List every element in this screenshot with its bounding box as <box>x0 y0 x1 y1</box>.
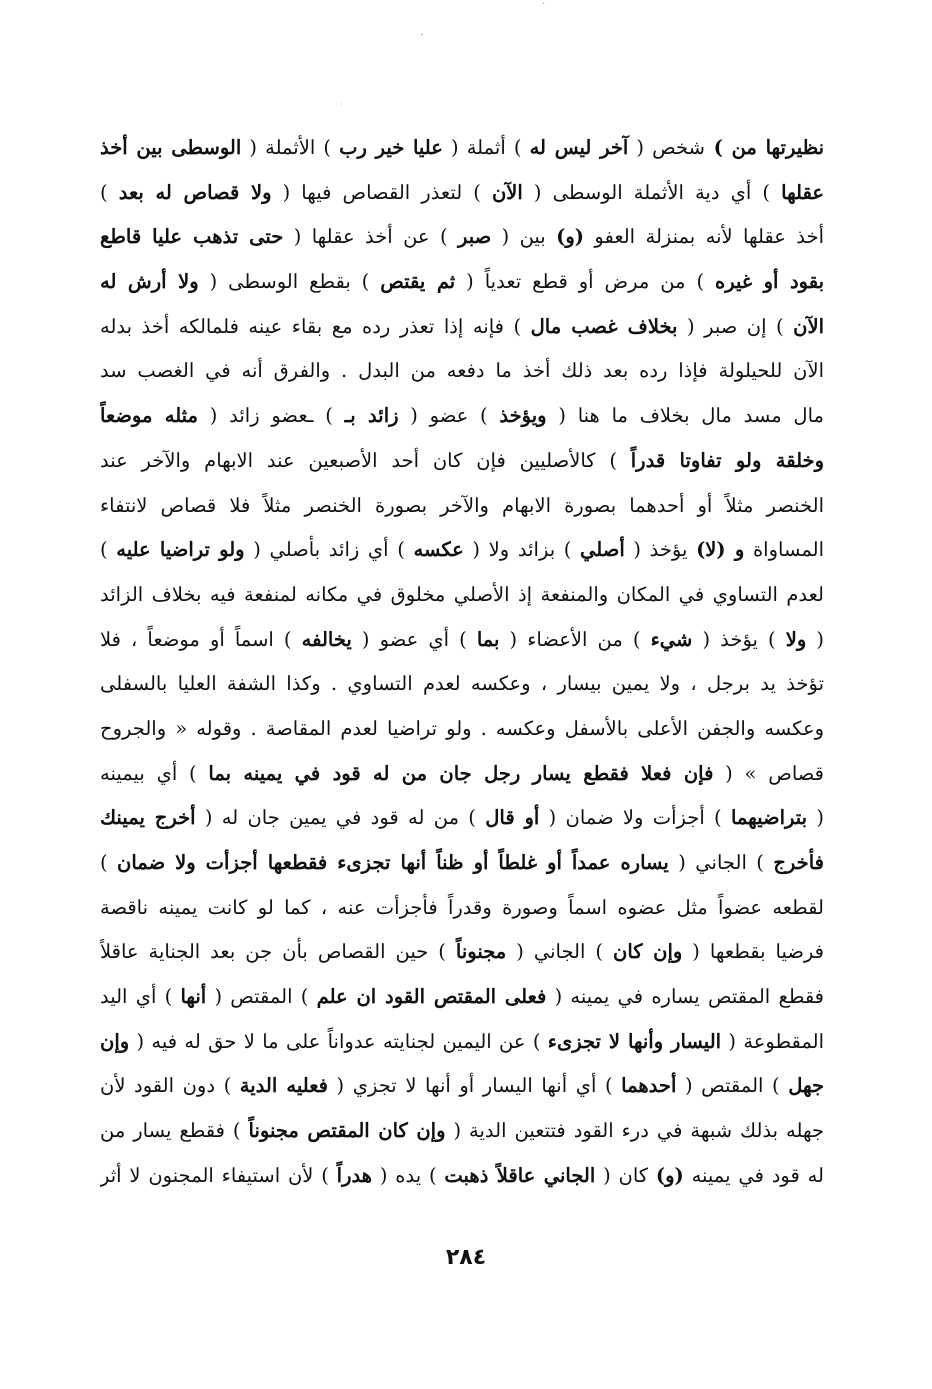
text-line <box>100 618 824 663</box>
scan-speck: · <box>340 100 343 109</box>
sharh-text: ) اسماً أو موضعاً ، فلا <box>100 627 302 651</box>
sharh-text: ) أي عضو ( <box>351 627 477 651</box>
sharh-text: ) ـعضو زائد ( <box>198 404 345 428</box>
sharh-text: فرضيا بقطعها ( <box>682 940 824 964</box>
matn-text: صبر <box>457 225 492 249</box>
sharh-text: ) لتعذر القصاص فيها ( <box>271 180 492 204</box>
sharh-text: ) يؤخذ ( <box>692 627 786 651</box>
sharh-text: ) لأن استيفاء المجنون لا أثر <box>100 1163 337 1187</box>
matn-text: نظيرتها من ) <box>704 136 824 159</box>
matn-text: الآن <box>793 314 824 338</box>
sharh-text: أخذ عقلها لأنه بمنزلة العفو <box>584 225 824 249</box>
text-line <box>100 930 824 975</box>
matn-text: اليسار وأنها لا تجزىء <box>547 1029 722 1053</box>
matn-text: فعليه الدية <box>239 1074 328 1098</box>
text-line <box>100 573 824 618</box>
matn-text: شيء <box>650 627 693 651</box>
matn-text: بتراضيهما <box>730 806 808 830</box>
sharh-text: ) بقطع الوسطى ( <box>198 270 381 294</box>
sharh-text: ) أجزأت ولا ضمان ( <box>539 806 731 830</box>
matn-text: (و) <box>556 225 584 249</box>
matn-text: حتى تذهب عليا قاطع <box>100 225 284 249</box>
text-line <box>100 171 824 216</box>
text-line <box>100 349 824 394</box>
sharh-text: فقطع المقتص يساره في يمينه ( <box>546 985 824 1009</box>
matn-text: الوسطى بين أخذ <box>100 136 242 159</box>
matn-text: الجاني عاقلاً ذهبت <box>444 1163 596 1187</box>
text-line <box>100 752 824 797</box>
sharh-text: ) الجاني ( <box>668 851 774 874</box>
sharh-text: ) بزائد ولا ( <box>463 538 581 562</box>
matn-text: وإن <box>100 1029 130 1053</box>
matn-text: فإن فعلا فقطع يسار رجل جان من له قود في يمينه بما <box>208 761 714 785</box>
matn-text: ثم يقتص <box>380 270 456 294</box>
sharh-text: ) دون القود لأن <box>100 1074 240 1098</box>
text-line <box>100 126 824 171</box>
sharh-text: وعكسه والجفن الأعلى بالأسفل وعكسه . ولو تراضيا لعدم المقاصة . وقوله « والجروح <box>100 716 824 740</box>
text-line <box>100 662 824 707</box>
text-line <box>100 841 824 886</box>
sharh-text: ) يده ( <box>372 1163 445 1187</box>
text-line <box>100 886 824 931</box>
sharh-text: ) أي أنها اليسار أو أنها لا تجزي ( <box>327 1074 622 1098</box>
sharh-text: مال مسد مال بخلاف ما هنا ( <box>546 404 824 428</box>
sharh-text: ) أي اليد <box>100 985 181 1009</box>
scan-speck: · <box>420 28 424 42</box>
matn-text: ولو تراضيا عليه <box>116 538 245 562</box>
matn-text: بقود أو غيره <box>715 270 824 294</box>
text-line <box>100 1154 824 1199</box>
text-line <box>100 439 824 484</box>
sharh-text: ) فإنه إذا تعذر رده مع بقاء عينه فلمالكه أخذ بدله <box>100 314 531 338</box>
matn-text: آخر ليس له <box>529 136 629 159</box>
sharh-text: ) إن صبر ( <box>677 314 794 338</box>
matn-text: عليا خير رب <box>339 136 443 159</box>
text-line <box>100 528 824 573</box>
sharh-text: بين ( <box>491 225 557 249</box>
sharh-text: ) الأثملة ( <box>241 136 340 159</box>
text-line <box>100 305 824 350</box>
sharh-text: ) المقتص ( <box>206 985 317 1009</box>
matn-text: يساره عمداً أو غلطاً أو ظناً أنها تجزىء فقطعها أجزأت ولا ضمان <box>117 851 669 874</box>
body-text <box>100 126 824 1199</box>
sharh-text: كان ( <box>595 1163 656 1187</box>
matn-text: بخلاف غصب مال <box>530 314 678 338</box>
sharh-text: ) الجاني ( <box>506 940 614 964</box>
matn-text: بما <box>476 627 500 651</box>
matn-text: الآن <box>491 180 523 204</box>
text-line <box>100 975 824 1020</box>
matn-text: فأخرج <box>773 851 824 874</box>
matn-text: أو قال <box>485 806 540 830</box>
sharh-text: شخص ( <box>628 136 705 159</box>
sharh-text: المساواة <box>744 538 824 562</box>
sharh-text: ) المقتص ( <box>676 1074 789 1098</box>
matn-text: ولا <box>785 627 807 651</box>
page-number: ٢٨٤ <box>445 1245 487 1270</box>
sharh-text: ) كالأصليين فإن كان أحد الأصبعين عند الابهام والآخر عند <box>100 448 631 472</box>
sharh-text: له قود في يمينه <box>683 1163 824 1187</box>
matn-text: مثله موضعاً <box>100 404 199 428</box>
matn-text: أحدهما <box>621 1074 677 1098</box>
sharh-text: ) عضو ( <box>398 404 500 428</box>
matn-text: جهل <box>788 1074 824 1098</box>
matn-text: فعلى المقتص القود ان علم <box>316 985 547 1009</box>
text-line <box>100 796 824 841</box>
text-line <box>100 260 824 305</box>
text-line <box>100 484 824 529</box>
matn-text: وإن كان المقتص مجنوناً <box>248 1119 446 1143</box>
matn-text: عقلها <box>781 180 824 204</box>
scan-speck: · <box>542 0 546 10</box>
sharh-text: تؤخذ يد برجل ، ولا يمين بيسار ، وعكسه لعدم التساوي . وكذا الشفة العليا بالسفلى <box>100 672 824 696</box>
matn-text: يخالفه <box>301 627 352 651</box>
matn-text: مجنوناً <box>455 940 507 964</box>
matn-text: (و) <box>655 1163 684 1187</box>
sharh-text: قصاص » ( <box>713 761 824 785</box>
matn-text: أخرج يمينك <box>100 806 196 830</box>
text-line <box>100 1109 824 1154</box>
sharh-text: ) <box>100 851 118 874</box>
sharh-text: ) من له قود في يمين جان له ( <box>195 806 486 830</box>
matn-text: هدراً <box>336 1163 373 1187</box>
sharh-text: ( <box>807 806 824 830</box>
sharh-text: يؤخذ ( <box>624 538 697 562</box>
sharh-text: لقطعه عضواً مثل عضوه اسماً وصورة وقدراً فأجزأت عنه ، كما لو كانت يمينه ناقصة <box>100 895 824 919</box>
sharh-text: ) عن أخذ عقلها ( <box>283 225 458 249</box>
sharh-text: لعدم التساوي في المكان والمنفعة إذ الأصلي مخلوق في مكانه لمنفعة فيه بخلاف الزائد <box>100 582 824 606</box>
sharh-text: ) <box>100 538 117 562</box>
sharh-text: ) أي بيمينه <box>100 761 209 785</box>
text-line <box>100 707 824 752</box>
matn-text: عكسه <box>413 538 464 562</box>
matn-text: ولا أرش له <box>100 270 199 294</box>
matn-text: وإن كان <box>613 940 683 964</box>
matn-text: وخلقة ولو تفاوتا قدراً <box>630 448 824 472</box>
sharh-text: ) أي دية الأثملة الوسطى ( <box>522 180 782 204</box>
sharh-text: ) عن اليمين لجنايته عدواناً على ما لا حق له فيه ( <box>129 1029 548 1053</box>
text-line <box>100 394 824 439</box>
matn-text: ولا قصاص له بعد <box>118 180 272 204</box>
sharh-text: المقطوعة ( <box>721 1029 824 1053</box>
sharh-text: ) <box>100 180 119 204</box>
sharh-text: الآن للحيلولة فإذا رده بعد ذلك أخذ ما دفعه من البدل . والفرق أنه في الغصب سد <box>100 359 824 383</box>
text-line <box>100 215 824 260</box>
sharh-text: ) حين القصاص بأن جن بعد الجناية عاقلاً <box>100 940 456 964</box>
sharh-text: ) من مرض أو قطع تعدياً ( <box>455 270 715 294</box>
sharh-text: ) فقطع يسار من <box>100 1119 249 1143</box>
matn-text: أصلي <box>580 538 625 562</box>
sharh-text: جهله بذلك شبهة في درء القود فتتعين الدية ( <box>445 1119 824 1143</box>
matn-text: أنها <box>180 985 207 1009</box>
matn-text: زائد بـ <box>344 404 399 428</box>
matn-text: ويؤخذ <box>499 404 547 428</box>
sharh-text: ) من الأعضاء ( <box>499 627 651 651</box>
sharh-text: ) أثملة ( <box>442 136 530 159</box>
sharh-text: ( <box>806 627 824 651</box>
matn-text: و (لا) <box>696 538 745 562</box>
sharh-text: الخنصر مثلاً أو أحدهما بصورة الابهام والآخر بصورة الخنصر مثلاً فلا قصاص لانتفاء <box>100 493 824 517</box>
text-line <box>100 1020 824 1065</box>
sharh-text: ) أي زائد بأصلي ( <box>244 538 414 562</box>
text-line <box>100 1064 824 1109</box>
